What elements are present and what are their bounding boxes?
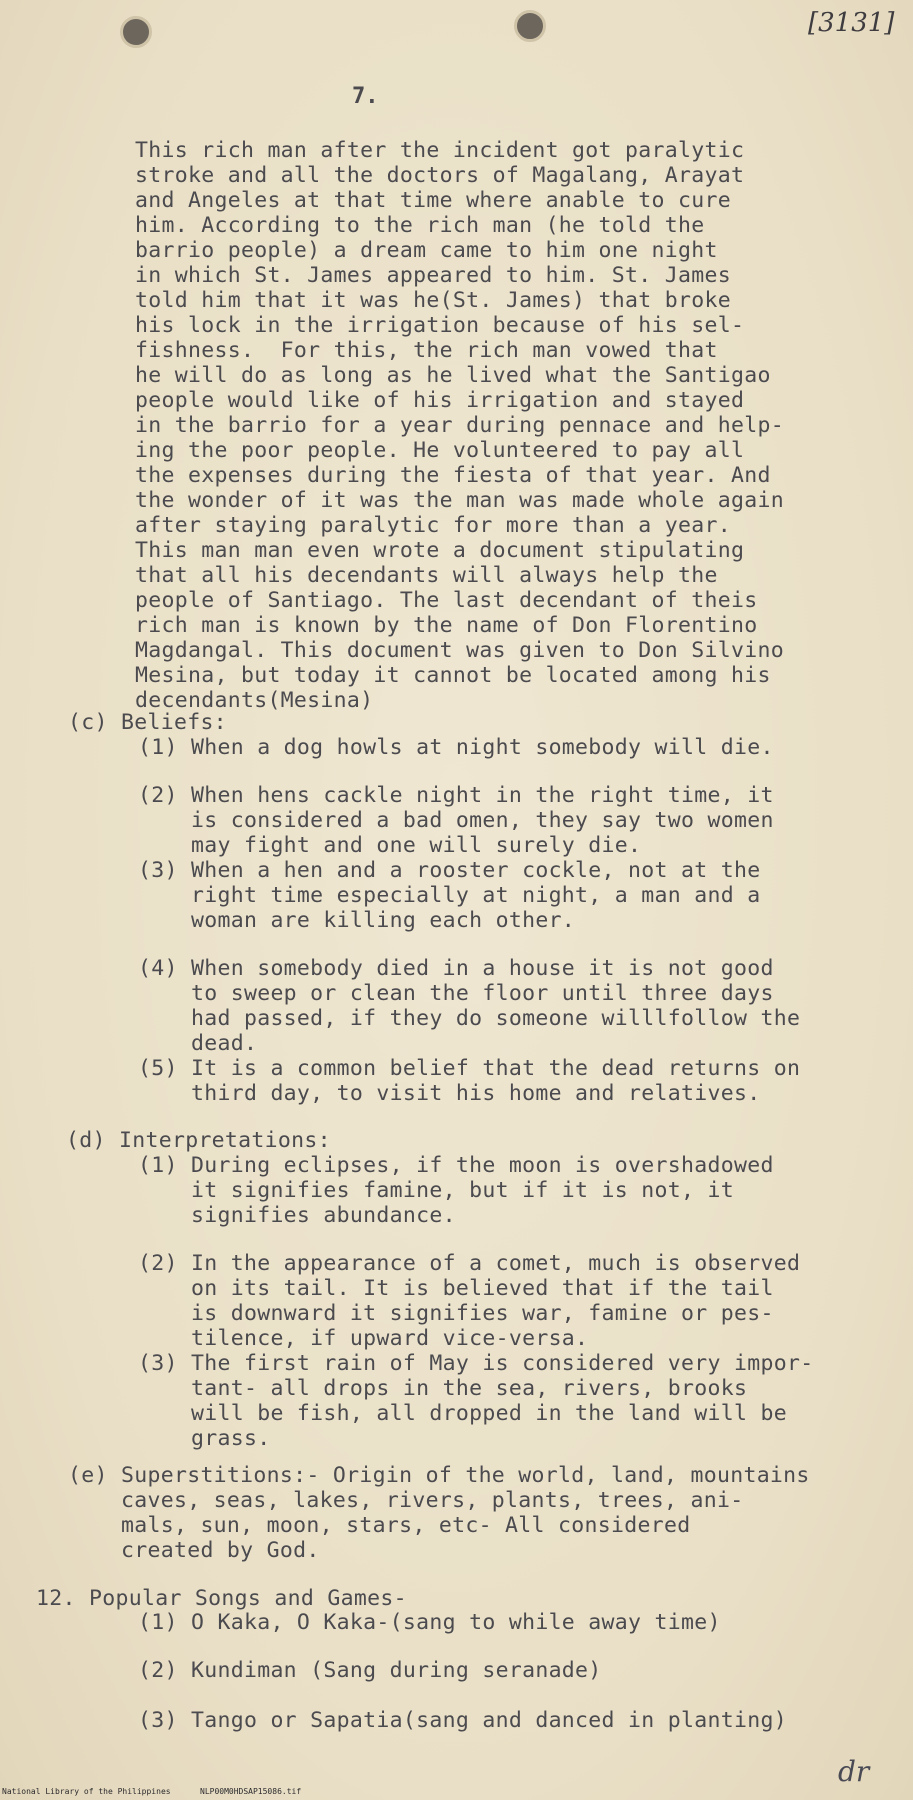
- paragraph-line: he will do as long as he lived what the Santigao: [135, 363, 771, 388]
- handwritten-initials: dr: [838, 1755, 870, 1788]
- song-line: (2) Kundiman (Sang during seranade): [138, 1658, 602, 1683]
- superstitions-line: created by God.: [68, 1538, 320, 1563]
- paragraph-line: rich man is known by the name of Don Florentino: [135, 613, 758, 638]
- songs-heading: 12. Popular Songs and Games-: [36, 1586, 407, 1611]
- paragraph-line: Magdangal. This document was given to Don Silvino: [135, 638, 784, 663]
- paragraph-line: in the barrio for a year during pennace and help-: [135, 413, 784, 438]
- interpretation-line: it signifies famine, but if it is not, it: [138, 1178, 734, 1203]
- belief-line: dead.: [138, 1031, 258, 1056]
- paragraph-line: people would like of his irrigation and stayed: [135, 388, 745, 413]
- paragraph-line: after staying paralytic for more than a year.: [135, 513, 731, 538]
- belief-line: (3) When a hen and a rooster cockle, not at the: [138, 858, 761, 883]
- belief-line: may fight and one will surely die.: [138, 833, 642, 858]
- interpretation-line: on its tail. It is believed that if the tail: [138, 1276, 774, 1301]
- paragraph-line: his lock in the irrigation because of his sel-: [135, 313, 745, 338]
- belief-line: is considered a bad omen, they say two women: [138, 808, 774, 833]
- belief-line: woman are killing each other.: [138, 908, 576, 933]
- footer-library: National Library of the Philippines: [2, 1787, 171, 1796]
- paragraph-line: fishness. For this, the rich man vowed that: [135, 338, 718, 363]
- punch-hole-left: [120, 16, 152, 48]
- interpretation-line: will be fish, all dropped in the land will be: [138, 1401, 787, 1426]
- interpretation-line: (3) The first rain of May is considered very impor-: [138, 1351, 814, 1376]
- paragraph-line: the expenses during the fiesta of that year. And: [135, 463, 771, 488]
- paragraph-line: This rich man after the incident got paralytic: [135, 138, 745, 163]
- belief-line: had passed, if they do someone willlfollow the: [138, 1006, 801, 1031]
- paragraph-line: stroke and all the doctors of Magalang, Arayat: [135, 163, 745, 188]
- paragraph-line: Mesina, but today it cannot be located among his: [135, 663, 771, 688]
- paragraph-line: decendants(Mesina): [135, 688, 374, 713]
- interpretation-line: is downward it signifies war, famine or pes-: [138, 1301, 774, 1326]
- belief-line: (1) When a dog howls at night somebody will die.: [138, 735, 774, 760]
- paragraph-line: ing the poor people. He volunteered to pay all: [135, 438, 745, 463]
- paragraph-line: barrio people) a dream came to him one night: [135, 238, 718, 263]
- paragraph-line: people of Santiago. The last decendant of theis: [135, 588, 758, 613]
- superstitions-line: (e) Superstitions:- Origin of the world, land, mountains: [68, 1463, 810, 1488]
- paragraph-line: the wonder of it was the man was made whole again: [135, 488, 784, 513]
- reference-mark: [3131]: [808, 8, 895, 38]
- paragraph-line: in which St. James appeared to him. St. James: [135, 263, 731, 288]
- belief-line: (2) When hens cackle night in the right time, it: [138, 783, 774, 808]
- paragraph-line: This man man even wrote a document stipulating: [135, 538, 745, 563]
- footer-filename: NLP00M0HDSAP15086.tif: [200, 1787, 302, 1796]
- song-line: (1) O Kaka, O Kaka-(sang to while away time): [138, 1610, 721, 1635]
- paragraph-line: that all his decendants will always help the: [135, 563, 718, 588]
- paragraph-line: and Angeles at that time where anable to cure: [135, 188, 731, 213]
- beliefs-heading: (c) Beliefs:: [68, 710, 227, 735]
- superstitions-line: caves, seas, lakes, rivers, plants, trees, ani-: [68, 1488, 744, 1513]
- punch-hole-right: [514, 10, 546, 42]
- interpretation-line: (1) During eclipses, if the moon is overshadowed: [138, 1153, 774, 1178]
- belief-line: (4) When somebody died in a house it is not good: [138, 956, 774, 981]
- interpretation-line: (2) In the appearance of a comet, much is observed: [138, 1251, 801, 1276]
- interpretation-line: signifies abundance.: [138, 1203, 456, 1228]
- superstitions-line: mals, sun, moon, stars, etc- All considered: [68, 1513, 691, 1538]
- belief-line: to sweep or clean the floor until three days: [138, 981, 774, 1006]
- belief-line: (5) It is a common belief that the dead returns on: [138, 1056, 801, 1081]
- song-line: (3) Tango or Sapatia(sang and danced in planting): [138, 1708, 787, 1733]
- belief-line: right time especially at night, a man and a: [138, 883, 761, 908]
- paragraph-line: told him that it was he(St. James) that broke: [135, 288, 731, 313]
- interpretation-line: tilence, if upward vice-versa.: [138, 1326, 589, 1351]
- paragraph-line: him. According to the rich man (he told the: [135, 213, 705, 238]
- page-number: 7.: [352, 84, 379, 109]
- interpretation-line: tant- all drops in the sea, rivers, brooks: [138, 1376, 748, 1401]
- belief-line: third day, to visit his home and relatives.: [138, 1081, 761, 1106]
- interpretation-line: grass.: [138, 1426, 271, 1451]
- interpretations-heading: (d) Interpretations:: [66, 1128, 331, 1153]
